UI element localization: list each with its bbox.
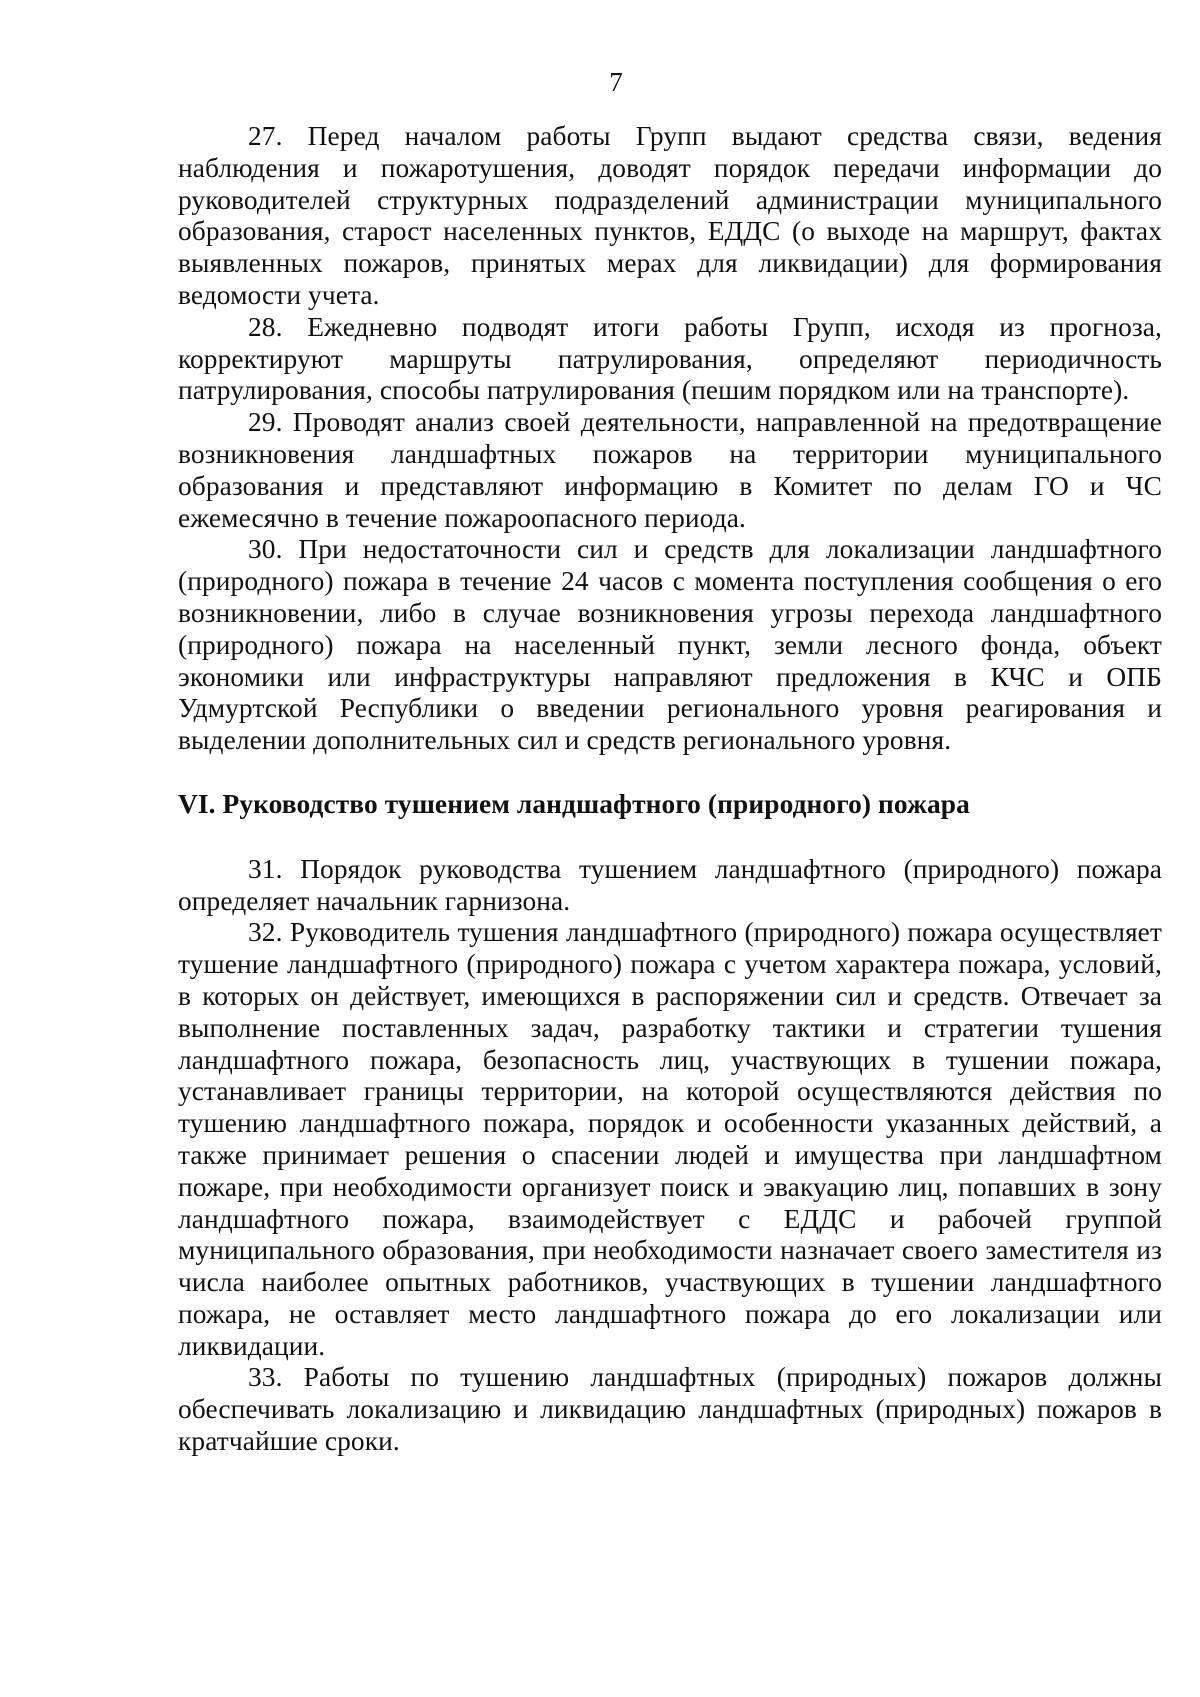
paragraph-33: 33. Работы по тушению ландшафтных (природных) пожаров должны обеспечивать локализацию и ликвидацию ландшафтных (природных) пожаров в кратчайшие сроки. — [178, 1362, 1162, 1457]
paragraph-32: 32. Руководитель тушения ландшафтного (природного) пожара осуществляет тушение ландшафтного (природного) пожара с учетом характера пожара, условий, в которых он действует, имеющихся в распоряжении сил и средств. Отвечает за выполнение поставленных задач, разработку тактики и стратегии тушения ландшафтного пожара, безопасность лиц, участвующих в тушении пожара, устанавливает границы территории, на которой осуществляются действия по тушению ландшафтного пожара, порядок и особенности указанных действий, а также принимает решения о спасении людей и имущества при ландшафтном пожаре, при необходимости организует поиск и эвакуацию лиц, попавших в зону ландшафтного пожара, взаимодействует с ЕДДС и рабочей группой муниципального образования, при необходимости назначает своего заместителя из числа наиболее опытных работников, участвующих в тушении ландшафтного пожара, не оставляет место ландшафтного пожара до его локализации или ликвидации. — [178, 917, 1162, 1361]
document-body — [178, 121, 1162, 1458]
section-heading: VI. Руководство тушением ландшафтного (природного) пожара — [178, 788, 970, 819]
paragraph-31: 31. Порядок руководства тушением ландшафтного (природного) пожара определяет начальник гарнизона. — [178, 853, 1162, 916]
paragraph-29: 29. Проводят анализ своей деятельности, направленной на предотвращение возникновения ландшафтных пожаров на территории муниципального образования и представляют информацию в Комитет по делам ГО и ЧС ежемесячно в течение пожароопасного периода. — [178, 407, 1162, 533]
paragraph-28: 28. Ежедневно подводят итоги работы Групп, исходя из прогноза, корректируют маршруты патрулирования, определяют периодичность патрулирования, способы патрулирования (пешим порядком или на транспорте). — [178, 311, 1162, 406]
paragraph-27: 27. Перед началом работы Групп выдают средства связи, ведения наблюдения и пожаротушения, доводят порядок передачи информации до руководителей структурных подразделений администрации муниципального образования, старост населенных пунктов, ЕДДС (о выходе на маршрут, фактах выявленных пожаров, принятых мерах для ликвидации) для формирования ведомости учета. — [178, 121, 1162, 310]
page-number: 7 — [609, 67, 623, 97]
paragraph-30: 30. При недостаточности сил и средств для локализации ландшафтного (природного) пожара в течение 24 часов с момента поступления сообщения о его возникновении, либо в случае возникновения угрозы перехода ландшафтного (природного) пожара на населенный пункт, земли лесного фонда, объект экономики или инфраструктуры направляют предложения в КЧС и ОПБ Удмуртской Республики о введении регионального уровня реагирования и выделении дополнительных сил и средств регионального уровня. — [178, 534, 1162, 756]
